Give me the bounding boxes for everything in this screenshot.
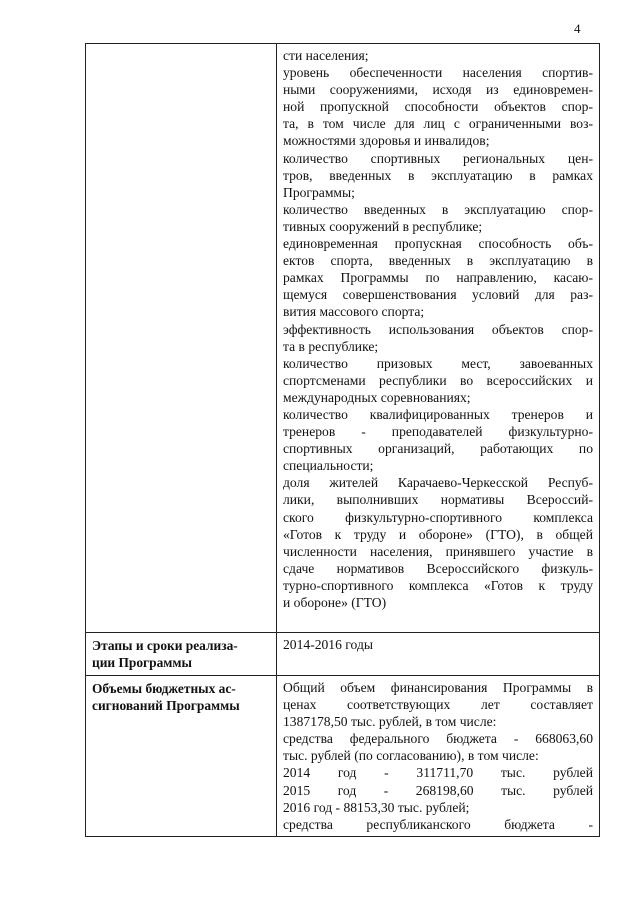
row2-text-cell: [277, 633, 600, 676]
indicators-line: та, в том числе для лиц с ограниченными воз-: [283, 116, 593, 132]
indicators-line: доля жителей Карачаево-Черкесской Респуб-: [283, 475, 593, 491]
indicators-line: количество введенных в эксплуатацию спор-: [283, 201, 593, 217]
budget-label-line-2: сигнований Программы: [92, 698, 240, 713]
indicators-line: та в республике;: [283, 338, 379, 354]
indicators-line: количество квалифицированных тренеров и: [283, 406, 593, 422]
program-passport-table: [85, 43, 600, 837]
table-row-budget: [86, 676, 600, 837]
indicators-line: международных соревнованиях;: [283, 389, 471, 405]
budget-text: [277, 676, 599, 836]
budget-line: средства федерального бюджета - 668063,60: [283, 731, 593, 747]
indicators-line: рамках Программы по направлению, касаю-: [283, 270, 593, 286]
indicators-line: вития массового спорта;: [283, 304, 425, 320]
row2-label-cell: [86, 633, 277, 676]
indicators-line: сти населения;: [283, 48, 369, 63]
budget-line: 2015 год - 268198,60 тыс. рублей: [283, 782, 593, 798]
indicators-line: численности населения, принявшего участие в: [283, 543, 593, 559]
indicators-line: ной пропускной способности объектов спор-: [283, 99, 593, 115]
budget-line: 2014 год - 311711,70 тыс. рублей: [283, 765, 593, 781]
table-row-indicators: [86, 44, 600, 633]
indicators-line: ского физкультурно-спортивного комплекса: [283, 509, 593, 525]
indicators-line: тивных сооружений в республике;: [283, 218, 483, 234]
table-row-stages: [86, 633, 600, 676]
stages-label-line-2: ции Программы: [92, 655, 192, 670]
stages-label: [86, 633, 276, 673]
indicators-text: [277, 44, 599, 614]
indicators-line: сдаче нормативов Всероссийского физкуль-: [283, 560, 593, 576]
row3-text-cell: [277, 676, 600, 837]
indicators-line: ектов спорта, введенных в эксплуатацию в: [283, 253, 593, 269]
indicators-line: спортивных организаций, работающих по: [283, 441, 593, 457]
budget-label: [86, 676, 276, 716]
indicators-line: эффективность использования объектов спор-: [283, 321, 593, 337]
budget-label-line-1: Объемы бюджетных ас-: [92, 681, 236, 696]
indicators-line: единовременная пропускная способность объ-: [283, 236, 593, 252]
budget-line: 2016 год - 88153,30 тыс. рублей;: [283, 799, 470, 815]
page-number: 4: [574, 21, 581, 36]
budget-line: средства республиканского бюджета -: [283, 816, 593, 832]
indicators-line: спортсменами республики во всероссийских и: [283, 372, 593, 388]
row3-label-cell: [86, 676, 277, 837]
indicators-line: «Готов к труду и обороне» (ГТО), в общей: [283, 526, 593, 542]
stages-label-line-1: Этапы и сроки реализа-: [92, 638, 238, 653]
indicators-line: специальности;: [283, 458, 374, 474]
indicators-line: щемуся совершенствования условий для раз-: [283, 287, 593, 303]
indicators-line: ными сооружениями, исходя из единовремен-: [283, 82, 593, 98]
row1-label-cell: [86, 44, 277, 633]
budget-line: 1387178,50 тыс. рублей, в том числе:: [283, 714, 497, 730]
budget-line: Общий объем финансирования Программы в: [283, 680, 593, 695]
indicators-line: уровень обеспеченности населения спортив-: [283, 65, 593, 81]
indicators-line: Программы;: [283, 184, 355, 200]
indicators-line: количество призовых мест, завоеванных: [283, 355, 593, 371]
indicators-line: лики, выполнивших нормативы Всероссий-: [283, 492, 593, 508]
indicators-line: тров, введенных в эксплуатацию в рамках: [283, 167, 593, 183]
stages-line: 2014-2016 годы: [283, 637, 373, 652]
indicators-line: турно-спортивного комплекса «Готов к труду: [283, 577, 593, 593]
budget-line: тыс. рублей (по согласованию), в том числе:: [283, 748, 539, 764]
indicators-line: тренеров - преподавателей физкультурно-: [283, 424, 593, 440]
budget-line: ценах соответствующих лет составляет: [283, 697, 593, 713]
row1-label: [86, 44, 276, 50]
stages-text: [277, 633, 599, 656]
indicators-line: можностями здоровья и инвалидов;: [283, 133, 490, 149]
indicators-line: количество спортивных региональных цен-: [283, 150, 593, 166]
indicators-line: и обороне» (ГТО): [283, 595, 387, 610]
row1-text-cell: [277, 44, 600, 633]
